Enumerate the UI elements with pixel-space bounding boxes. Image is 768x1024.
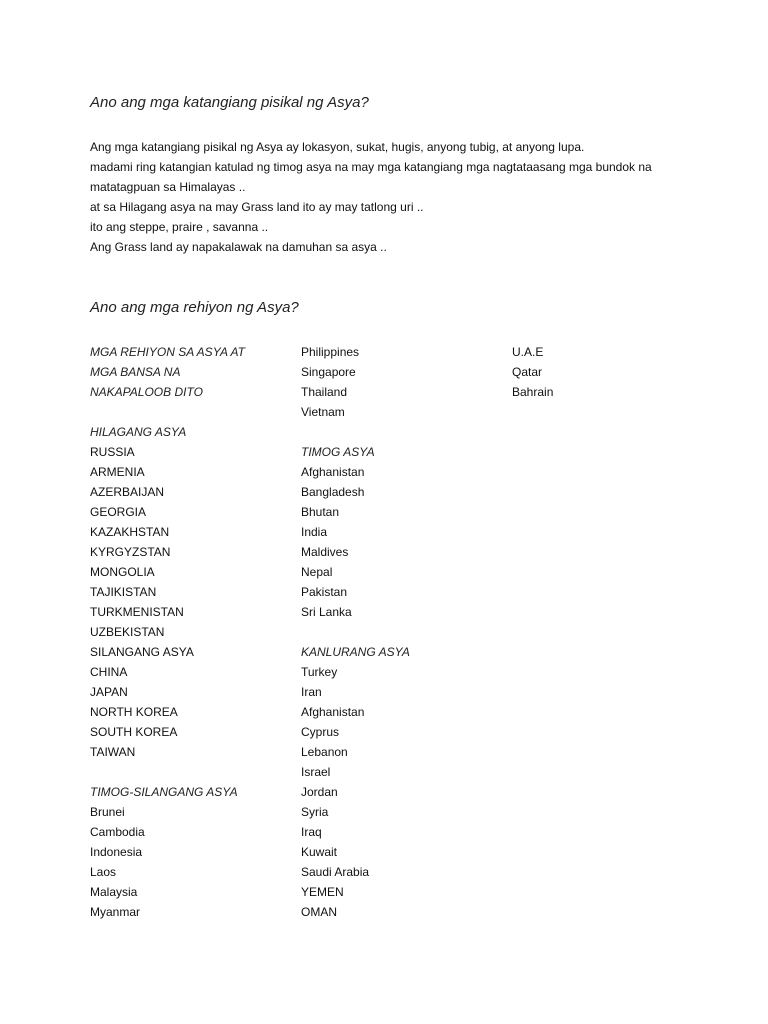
intro-line: MGA BANSA NA (90, 365, 181, 379)
country-item: Brunei (90, 805, 125, 819)
country-item: Laos (90, 865, 117, 879)
region-title-hilagang-asya: HILAGANG ASYA (90, 425, 187, 439)
spacer (301, 622, 410, 642)
country-item: Saudi Arabia (301, 865, 370, 879)
section1-paragraph (90, 137, 652, 257)
regions-column-3 (512, 342, 553, 402)
country-item: U.A.E (512, 345, 544, 359)
country-item: Kuwait (301, 845, 338, 859)
country-item: Cambodia (90, 825, 145, 839)
country-item: Iraq (301, 825, 322, 839)
country-item: Singapore (301, 365, 356, 379)
country-item: Nepal (301, 565, 333, 579)
country-item: Thailand (301, 385, 348, 399)
country-item: Malaysia (90, 885, 138, 899)
country-item: CHINA (90, 665, 128, 679)
country-item: Afghanistan (301, 705, 365, 719)
country-item: NORTH KOREA (90, 705, 178, 719)
country-item: KAZAKHSTAN (90, 525, 170, 539)
country-item: Iran (301, 685, 322, 699)
paragraph-line: Ang mga katangiang pisikal ng Asya ay lokasyon, sukat, hugis, anyong tubig, at anyong lupa. (90, 140, 585, 154)
country-item: Cyprus (301, 725, 340, 739)
country-item: Indonesia (90, 845, 143, 859)
country-item: Syria (301, 805, 329, 819)
section1-heading: Ano ang mga katangiang pisikal ng Asya? (90, 94, 369, 111)
country-item: Bahrain (512, 385, 554, 399)
country-item: TAJIKISTAN (90, 585, 157, 599)
country-item: Vietnam (301, 405, 345, 419)
country-item: Israel (301, 765, 331, 779)
country-item: Myanmar (90, 905, 141, 919)
country-item: AZERBAIJAN (90, 485, 165, 499)
country-item: Afghanistan (301, 465, 365, 479)
country-item: TAIWAN (90, 745, 136, 759)
spacer (90, 762, 245, 782)
country-item: YEMEN (301, 885, 344, 899)
country-item: Jordan (301, 785, 338, 799)
country-item: Maldives (301, 545, 349, 559)
country-item: Qatar (512, 365, 543, 379)
spacer (90, 402, 245, 422)
country-item: Bhutan (301, 505, 340, 519)
country-item: OMAN (301, 905, 337, 919)
regions-column-1 (90, 342, 245, 922)
section2-heading: Ano ang mga rehiyon ng Asya? (90, 299, 299, 316)
country-item: Turkey (301, 665, 338, 679)
regions-column-2 (301, 342, 410, 922)
spacer (301, 422, 410, 442)
country-item: KYRGYZSTAN (90, 545, 171, 559)
country-item: RUSSIA (90, 445, 135, 459)
country-item: MONGOLIA (90, 565, 155, 579)
paragraph-line: ito ang steppe, praire , savanna .. (90, 220, 269, 234)
country-item: India (301, 525, 328, 539)
country-item: ARMENIA (90, 465, 145, 479)
country-item: Philippines (301, 345, 360, 359)
region-title-silangang-asya: SILANGANG ASYA (90, 645, 194, 659)
country-item: TURKMENISTAN (90, 605, 184, 619)
intro-line: NAKAPALOOB DITO (90, 385, 203, 399)
country-item: GEORGIA (90, 505, 147, 519)
region-title-timog-silangang-asya: TIMOG-SILANGANG ASYA (90, 785, 238, 799)
country-item: Lebanon (301, 745, 348, 759)
country-item: Pakistan (301, 585, 348, 599)
paragraph-line: Ang Grass land ay napakalawak na damuhan sa asya .. (90, 240, 387, 254)
country-item: JAPAN (90, 685, 128, 699)
paragraph-line: at sa Hilagang asya na may Grass land ito ay may tatlong uri .. (90, 200, 424, 214)
paragraph-line: matatagpuan sa Himalayas .. (90, 180, 246, 194)
country-item: Sri Lanka (301, 605, 352, 619)
country-item: Bangladesh (301, 485, 365, 499)
region-title-kanlurang-asya: KANLURANG ASYA (301, 645, 410, 659)
region-title-timog-asya: TIMOG ASYA (301, 445, 375, 459)
country-item: UZBEKISTAN (90, 625, 165, 639)
paragraph-line: madami ring katangian katulad ng timog asya na may mga katangiang mga nagtataasang mga bundok na (90, 160, 652, 174)
intro-line: MGA REHIYON SA ASYA AT (90, 345, 245, 359)
country-item: SOUTH KOREA (90, 725, 178, 739)
